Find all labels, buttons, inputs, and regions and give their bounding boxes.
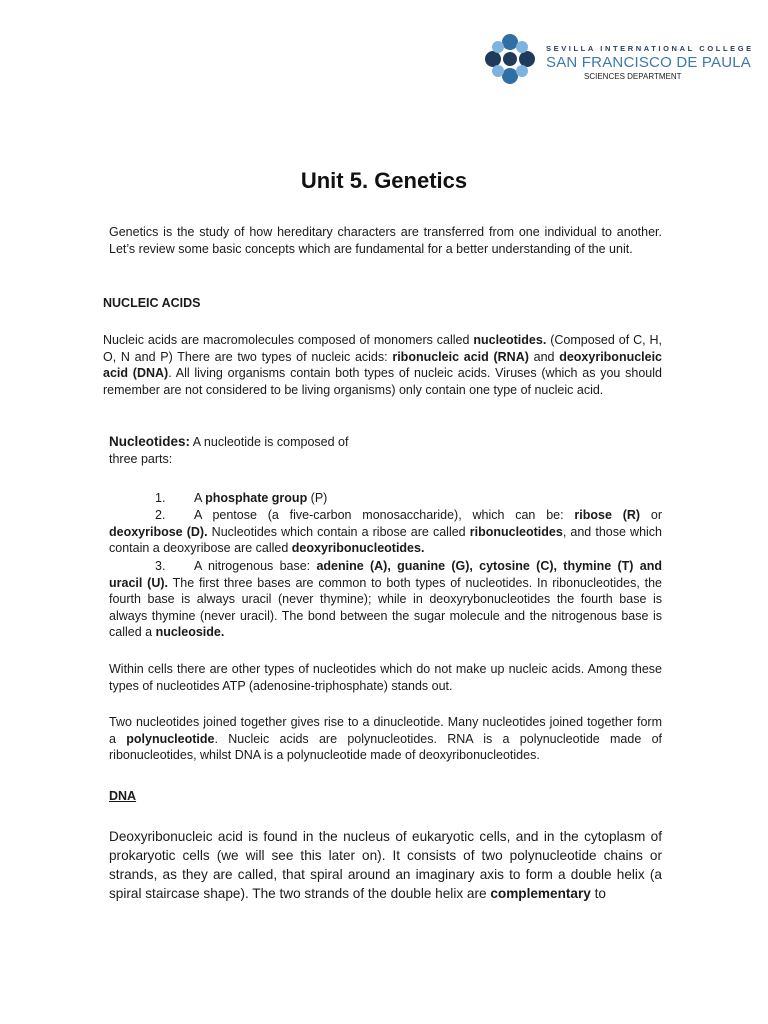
college-logo bbox=[481, 30, 539, 88]
nucleic-acids-paragraph: Nucleic acids are macromolecules composed of monomers called nucleotides. (Composed of C, H, O, N and P) There are two types of nucleic acids: ribonucleic acid (RNA) and deoxyribonucleic acid (DNA). All living organisms contain both types of nucleic acids. Viruses (which as you should remember are not considered to be living organisms) only contain one type of nucleic acid. bbox=[103, 333, 663, 397]
list-item: 2. A pentose (a five-carbon monosaccharide), which can be: ribose (R) or deoxyribose (D). Nucleotides which contain a ribose are called ribonucleotides, and those which contain a deoxyribose are called deoxyribonucleotides. bbox=[109, 508, 662, 555]
section-heading-nucleic-acids: NUCLEIC ACIDS bbox=[103, 296, 201, 310]
nucleotides-label: Nucleotides: bbox=[109, 434, 191, 449]
logo-text bbox=[546, 44, 754, 81]
intro-paragraph: Genetics is the study of how hereditary characters are transferred from one individual to another. Let’s review some basic concepts which are fundamental for a better understanding of the unit. bbox=[109, 225, 662, 256]
list-item: 3. A nitrogenous base: adenine (A), guanine (G), cytosine (C), thymine (T) and uracil (U). The first three bases are common to both types of nucleotides. In ribonucleotides, the fourth base is always uracil (never thymine); while in deoxyrybonucleotides the fourth base is always thymine (never uracil). The bond between the sugar molecule and the nitrogenous base is called a nucleoside. bbox=[109, 559, 662, 639]
logo-petal bbox=[502, 68, 518, 84]
school-name: SAN FRANCISCO DE PAULA bbox=[546, 54, 751, 71]
page-title: Unit 5. Genetics bbox=[300, 168, 468, 193]
department-name: SCIENCES DEPARTMENT bbox=[584, 72, 682, 81]
logo-petal bbox=[502, 34, 518, 50]
logo-petal bbox=[516, 65, 528, 77]
polynucleotide-paragraph: Two nucleotides joined together gives rise to a dinucleotide. Many nucleotides joined together form a polynucleotide. Nucleic acids are polynucleotides. RNA is a polynucleotide made of ribonucleotides, whilst DNA is a polynucleotide made of deoxyribonucleotides. bbox=[109, 715, 662, 762]
list-item: 1. A phosphate group (P) bbox=[155, 491, 328, 505]
college-line: SEVILLA INTERNATIONAL COLLEGE bbox=[546, 44, 754, 53]
logo-petal bbox=[516, 41, 528, 53]
nucleotides-intro: Nucleotides: A nucleotide is composed of three parts: bbox=[109, 434, 349, 466]
atp-paragraph: Within cells there are other types of nucleotides which do not make up nucleic acids. Among these types of nucleotides ATP (adenosine-triphosphate) stands out. bbox=[109, 662, 662, 693]
logo-petal bbox=[485, 51, 501, 67]
logo-center bbox=[503, 52, 517, 66]
logo-petal bbox=[492, 41, 504, 53]
section-heading-dna: DNA bbox=[109, 789, 137, 803]
logo-petal bbox=[519, 51, 535, 67]
logo-petal bbox=[492, 65, 504, 77]
dna-paragraph: Deoxyribonucleic acid is found in the nucleus of eukaryotic cells, and in the cytoplasm of prokaryotic cells (we will see this later on). It consists of two polynucleotide chains or strands, as they are called, that spiral around an imaginary axis to form a double helix (a spiral staircase shape). The two strands of the double helix are complementary to bbox=[109, 829, 662, 901]
